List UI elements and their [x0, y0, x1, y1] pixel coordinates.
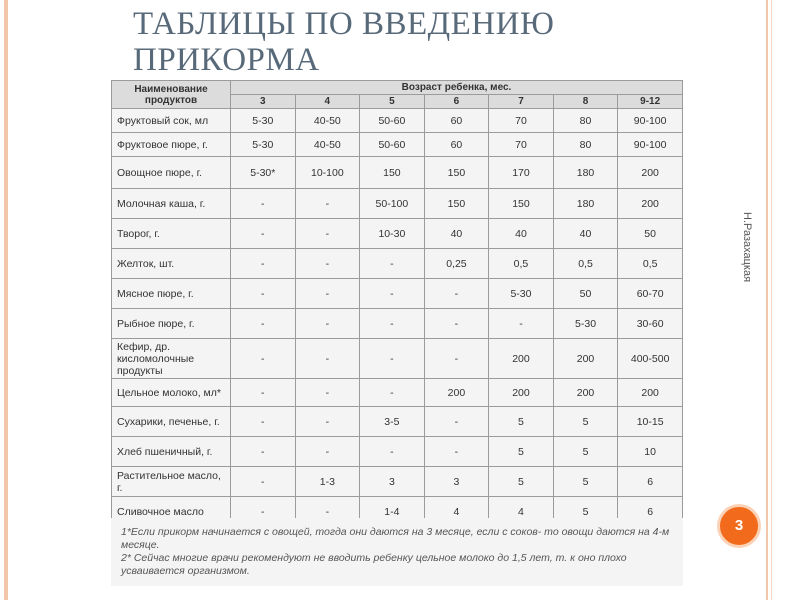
amount-cell: 170 — [489, 157, 554, 189]
amount-cell: 5 — [489, 437, 554, 467]
header-month: 3 — [231, 95, 296, 109]
amount-cell: - — [295, 339, 360, 379]
product-name-cell: Фруктовое пюре, г. — [112, 133, 231, 157]
amount-cell: 50-60 — [360, 109, 425, 133]
table-row — [112, 133, 683, 157]
amount-cell: 40 — [489, 219, 554, 249]
amount-cell: 60-70 — [618, 279, 683, 309]
amount-cell: 180 — [553, 189, 618, 219]
amount-cell: 40 — [553, 219, 618, 249]
product-name-cell: Кефир, др. кисломолочные продукты — [112, 339, 231, 379]
product-name-cell: Фруктовый сок, мл — [112, 109, 231, 133]
amount-cell: - — [295, 189, 360, 219]
amount-cell: 200 — [553, 339, 618, 379]
amount-cell: 5-30 — [553, 309, 618, 339]
header-month: 5 — [360, 95, 425, 109]
amount-cell: - — [231, 189, 296, 219]
amount-cell: 6 — [618, 467, 683, 497]
table-row — [112, 407, 683, 437]
amount-cell: 80 — [553, 109, 618, 133]
right-frame-line — [766, 0, 768, 600]
amount-cell: 50-60 — [360, 133, 425, 157]
header-month: 7 — [489, 95, 554, 109]
amount-cell: - — [360, 279, 425, 309]
amount-cell: 0,25 — [424, 249, 489, 279]
amount-cell: - — [424, 407, 489, 437]
page-number: 3 — [734, 517, 744, 534]
right-frame-line-thin — [771, 0, 772, 600]
amount-cell: 70 — [489, 133, 554, 157]
amount-cell: - — [489, 309, 554, 339]
amount-cell: 50-100 — [360, 189, 425, 219]
slide-title — [133, 6, 693, 78]
amount-cell: - — [231, 219, 296, 249]
amount-cell: 4 — [424, 497, 489, 527]
amount-cell: - — [231, 379, 296, 407]
slide-title-line2: ПРИКОРМА — [133, 42, 320, 78]
product-name-cell: Желток, шт. — [112, 249, 231, 279]
footnote-1: 1*Если прикорм начинается с овощей, тогда они даются на 3 месяце, если с соков- то овощи даются на 4-м месяце. — [121, 526, 670, 551]
amount-cell: 70 — [489, 109, 554, 133]
amount-cell: 5-30* — [231, 157, 296, 189]
amount-cell: - — [231, 309, 296, 339]
amount-cell: 10 — [618, 437, 683, 467]
amount-cell: 60 — [424, 109, 489, 133]
amount-cell: - — [295, 379, 360, 407]
product-name-cell: Овощное пюре, г. — [112, 157, 231, 189]
amount-cell: 40-50 — [295, 133, 360, 157]
amount-cell: 90-100 — [618, 133, 683, 157]
amount-cell: - — [231, 437, 296, 467]
header-month: 9-12 — [618, 95, 683, 109]
amount-cell: - — [424, 339, 489, 379]
product-name-cell: Мясное пюре, г. — [112, 279, 231, 309]
table-row — [112, 309, 683, 339]
footnotes-panel — [111, 518, 683, 586]
amount-cell: 3-5 — [360, 407, 425, 437]
amount-cell: 10-30 — [360, 219, 425, 249]
table-row — [112, 189, 683, 219]
amount-cell: 5 — [553, 407, 618, 437]
table-row — [112, 219, 683, 249]
slide-title-line1: ТАБЛИЦЫ ПО ВВЕДЕНИЮ — [133, 6, 555, 42]
amount-cell: 10-100 — [295, 157, 360, 189]
amount-cell: 200 — [424, 379, 489, 407]
left-frame-line — [4, 0, 8, 600]
amount-cell: - — [231, 279, 296, 309]
amount-cell: - — [424, 309, 489, 339]
amount-cell: 200 — [489, 379, 554, 407]
table-row — [112, 279, 683, 309]
amount-cell: 30-60 — [618, 309, 683, 339]
table-body — [112, 109, 683, 527]
amount-cell: 1-3 — [295, 467, 360, 497]
amount-cell: - — [360, 339, 425, 379]
table-row — [112, 467, 683, 497]
amount-cell: 5 — [553, 497, 618, 527]
feeding-table — [111, 80, 683, 527]
amount-cell: 200 — [618, 189, 683, 219]
amount-cell: 200 — [618, 157, 683, 189]
amount-cell: 400-500 — [618, 339, 683, 379]
table-row — [112, 109, 683, 133]
header-month: 8 — [553, 95, 618, 109]
amount-cell: 5 — [489, 407, 554, 437]
amount-cell: 50 — [618, 219, 683, 249]
amount-cell: 180 — [553, 157, 618, 189]
feeding-table-panel — [111, 80, 683, 518]
product-name-cell: Сливочное масло — [112, 497, 231, 527]
amount-cell: 10-15 — [618, 407, 683, 437]
product-name-cell: Растительное масло, г. — [112, 467, 231, 497]
header-age: Возраст ребенка, мес. — [231, 81, 683, 95]
amount-cell: 6 — [618, 497, 683, 527]
amount-cell: 4 — [489, 497, 554, 527]
amount-cell: 1-4 — [360, 497, 425, 527]
amount-cell: - — [295, 437, 360, 467]
amount-cell: 150 — [360, 157, 425, 189]
amount-cell: - — [360, 379, 425, 407]
amount-cell: 5-30 — [489, 279, 554, 309]
table-row — [112, 339, 683, 379]
amount-cell: 5 — [553, 467, 618, 497]
amount-cell: 5 — [553, 437, 618, 467]
amount-cell: 50 — [553, 279, 618, 309]
table-row — [112, 437, 683, 467]
page-number-badge — [717, 504, 761, 548]
product-name-cell: Хлеб пшеничный, г. — [112, 437, 231, 467]
amount-cell: - — [295, 497, 360, 527]
amount-cell: 150 — [424, 157, 489, 189]
amount-cell: 150 — [489, 189, 554, 219]
amount-cell: 0,5 — [489, 249, 554, 279]
amount-cell: - — [360, 249, 425, 279]
amount-cell: - — [295, 279, 360, 309]
header-product-name: Наименование продуктов — [112, 81, 231, 109]
amount-cell: 0,5 — [618, 249, 683, 279]
header-month: 6 — [424, 95, 489, 109]
product-name-cell: Молочная каша, г. — [112, 189, 231, 219]
author-label — [741, 212, 759, 302]
amount-cell: 3 — [424, 467, 489, 497]
amount-cell: - — [295, 407, 360, 437]
product-name-cell: Творог, г. — [112, 219, 231, 249]
footnote-2: 2* Сейчас многие врачи рекомендуют не вводить ребенку цельное молоко до 1,5 лет, т. к оно плохо усваивается организмом. — [121, 552, 627, 577]
amount-cell: 3 — [360, 467, 425, 497]
table-row — [112, 249, 683, 279]
amount-cell: - — [360, 437, 425, 467]
amount-cell: 150 — [424, 189, 489, 219]
author-name: Н.Разахацкая — [741, 212, 753, 283]
amount-cell: 40-50 — [295, 109, 360, 133]
amount-cell: - — [231, 497, 296, 527]
amount-cell: 200 — [489, 339, 554, 379]
product-name-cell: Рыбное пюре, г. — [112, 309, 231, 339]
amount-cell: - — [231, 339, 296, 379]
amount-cell: 40 — [424, 219, 489, 249]
amount-cell: - — [231, 407, 296, 437]
amount-cell: - — [360, 309, 425, 339]
amount-cell: - — [295, 309, 360, 339]
amount-cell: - — [295, 219, 360, 249]
amount-cell: 60 — [424, 133, 489, 157]
amount-cell: 200 — [618, 379, 683, 407]
amount-cell: 80 — [553, 133, 618, 157]
amount-cell: - — [424, 437, 489, 467]
table-row — [112, 379, 683, 407]
amount-cell: 5 — [489, 467, 554, 497]
amount-cell: - — [424, 279, 489, 309]
table-row — [112, 157, 683, 189]
amount-cell: 0,5 — [553, 249, 618, 279]
amount-cell: - — [231, 249, 296, 279]
amount-cell: 90-100 — [618, 109, 683, 133]
amount-cell: - — [231, 467, 296, 497]
amount-cell: 5-30 — [231, 133, 296, 157]
product-name-cell: Цельное молоко, мл* — [112, 379, 231, 407]
amount-cell: - — [295, 249, 360, 279]
product-name-cell: Сухарики, печенье, г. — [112, 407, 231, 437]
header-month: 4 — [295, 95, 360, 109]
amount-cell: 5-30 — [231, 109, 296, 133]
amount-cell: 200 — [553, 379, 618, 407]
